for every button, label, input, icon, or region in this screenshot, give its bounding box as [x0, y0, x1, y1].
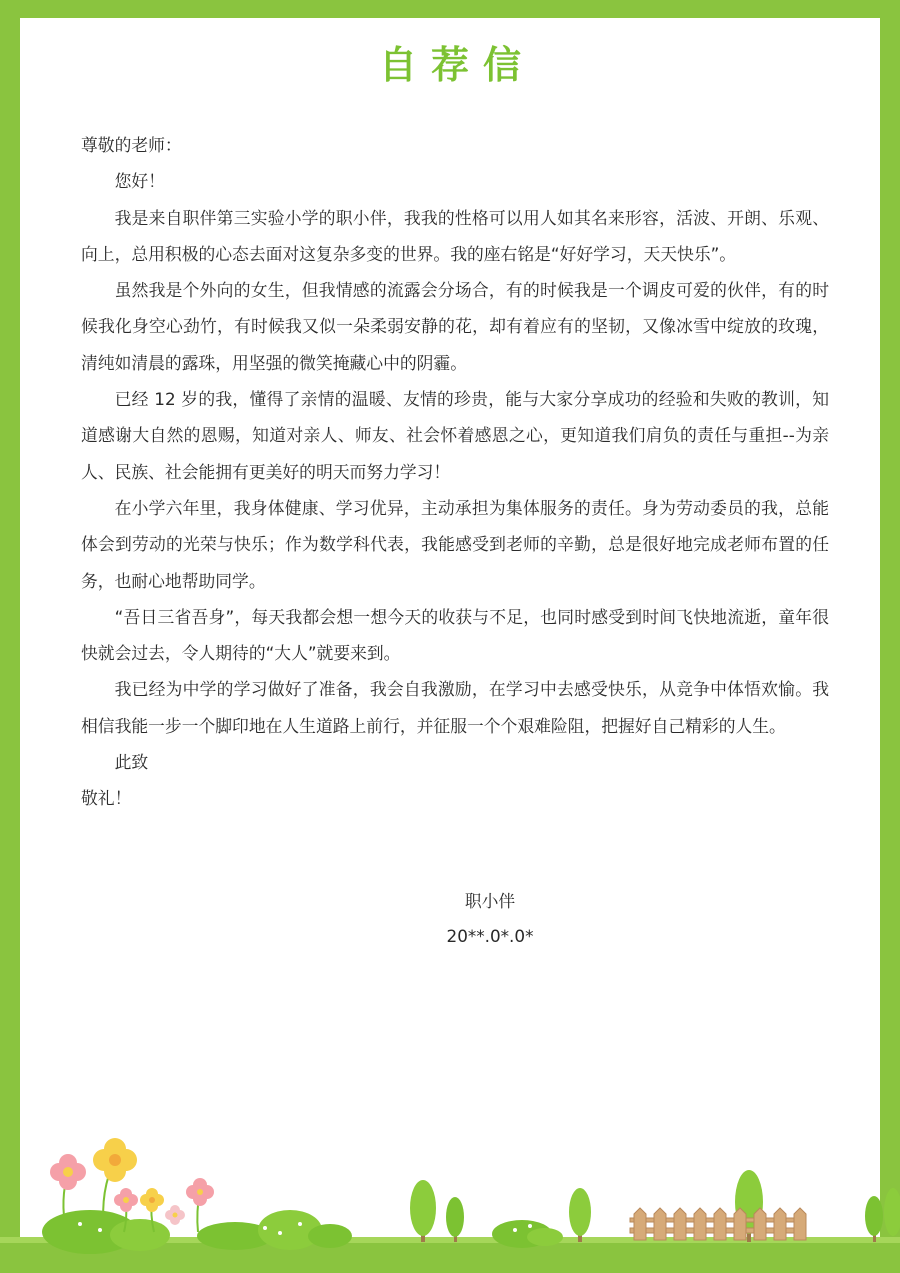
date: 20**.0*.0* [446, 926, 534, 946]
letter-title: 自荐信 [378, 43, 535, 87]
fence-icon [630, 1208, 806, 1240]
paragraph: 已经 12 岁的我，懂得了亲情的温暖、友情的珍贵，能与大家分享成功的经验和失败的教训，知道感谢大自然的恩赐，知道对亲人、师友、社会怀着感恩之心，更知道我们肩负的责任与重担--为亲人、民族、社会能拥有更美好的明天而努力学习！ [81, 389, 829, 482]
paragraph: 在小学六年里，我身体健康、学习优异，主动承担为集体服务的责任。身为劳动委员的我，总能体会到劳动的光荣与快乐；作为数学科代表，我能感受到老师的辛勤，总是很好地完成老师布置的任务，也耐心地帮助同学。 [81, 497, 829, 591]
paragraph: 我已经为中学的学习做好了准备，我会自我激励，在学习中去感受快乐，从竞争中体悟欢愉。我相信我能一步一个脚印地在人生道路上前行，并征服一个个艰难险阻，把握好自己精彩的人生。 [81, 679, 829, 736]
paragraph: 我是来自职伴第三实验小学的职小伴，我我的性格可以用人如其名来形容，活波、开朗、乐观、向上，总用积极的心态去面对这复杂多变的世界。我的座右铭是“好好学习，天天快乐”。 [81, 207, 829, 264]
letter-body [81, 127, 829, 817]
garden-decoration [0, 1120, 900, 1273]
paragraph: “吾日三省吾身”，每天我都会想一想今天的收获与不足，也同时感受到时间飞快地流逝，童年很快就会过去，令人期待的“大人”就要来到。 [81, 606, 829, 664]
salutation: 尊敬的老师： [81, 135, 182, 155]
greeting: 您好！ [114, 171, 165, 192]
paragraph: 虽然我是个外向的女生，但我情感的流露会分场合，有的时候我是一个调皮可爱的伙伴，有的时候我化身空心劲竹，有时候我又似一朵柔弱安静的花，却有着应有的坚韧，又像冰雪中绽放的玫瑰，清纯如清晨的露珠，用坚强的微笑掩藏心中的阴霾。 [81, 280, 829, 373]
bush-icon [492, 1220, 563, 1248]
closing: 此致 [114, 752, 149, 773]
signature: 职小伴 [464, 891, 516, 911]
regards: 敬礼！ [81, 788, 132, 809]
